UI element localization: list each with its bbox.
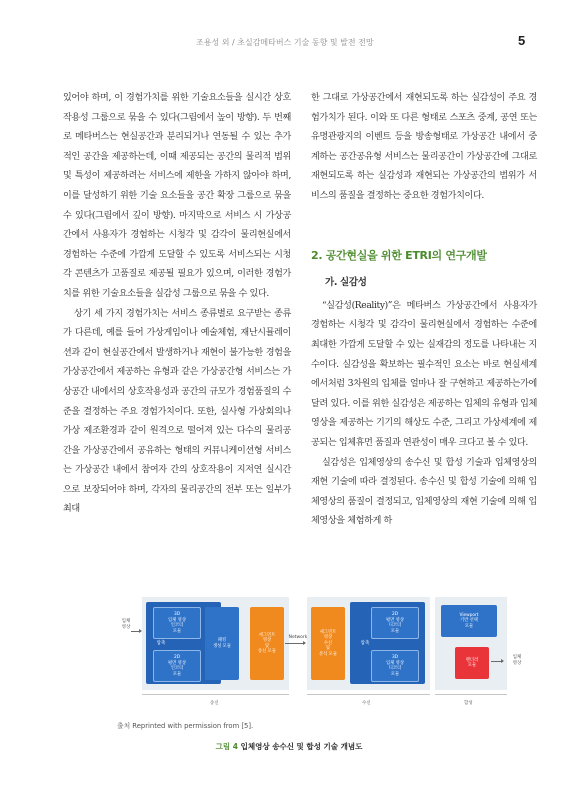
left-column — [63, 89, 291, 520]
input-label: 입체 영상 — [121, 619, 131, 630]
output-label: 입체 영상 — [512, 655, 522, 666]
figure-diagram — [117, 597, 529, 709]
encoder-3d-box: 3D 입체 영상 인코더 모듈 — [153, 607, 201, 639]
figure-number: 그림 4 — [215, 742, 238, 751]
figure-caption-text: 입체영상 송수신 및 합성 기술 개념도 — [240, 742, 363, 751]
arrow — [491, 661, 503, 662]
network-label: Network — [288, 635, 308, 640]
decoder-3d-box: 3D 입체 영상 디코더 모듈 — [371, 650, 419, 682]
figure-source: 출처 Reprinted with permission from [5]. — [117, 722, 254, 730]
section-title: 2. 공간현실을 위한 ETRI의 연구개발 — [311, 248, 487, 262]
running-title: 조용성 외 / 초실감메타버스 기술 동향 및 발전 전망 — [196, 38, 374, 47]
packing-box: 패킹 생성 모듈 — [205, 607, 239, 680]
compress-label: 압축 — [156, 641, 166, 646]
group-label-tx: 송신 — [210, 701, 219, 706]
body-paragraph: 실감성은 입체영상의 송수신 및 합성 기술과 입체영상의 재현 기술에 따라 결정된다. 송수신 및 합성 기술에 의해 입체영상의 품질이 결정되고, 입체영상의 재현 기술에 의해 입체영상을 체험하게 하 — [311, 457, 537, 527]
viewport-box: Viewport 기반 선택 모듈 — [441, 605, 497, 637]
segment-tx-box: 세그먼트 영상 및 송신 모듈 — [250, 607, 284, 680]
group-line-tx — [142, 694, 289, 695]
group-label-rx: 수신 — [362, 701, 371, 706]
segment-rx-box: 세그먼트 영상 수신 및 분석 모듈 — [311, 607, 345, 680]
arrow — [285, 643, 305, 644]
arrow — [131, 631, 141, 632]
figure-caption — [0, 741, 578, 752]
body-paragraph: 상기 세 가지 경험가치는 서비스 종류별로 요구받는 종류가 다른데, 예를 들어 가상게임이나 예술체험, 재난시뮬레이션과 같이 현실공간에서 발생하거나 재현이 불가능한 경험을 가상공간에서 제공하는 유형과 같은 가상공간형 서비스는 가상공간 내에서의 상호작용성과 공간의 규모가 경험품질의 수준을 결정하는 주요 경험가치이다. 또한, 실사형 가상회의나 가상 제조환경과 같이 원격으로 떨어져 있는 다수의 물리공간을 가상공간에서 공유하는 형태의 커뮤니케이션형 서비스는 가상공간 내에서 참여자 간의 상호작용이 지저연 실시간으로 보장되어야 하며, 각자의 물리공간의 전부 또는 일부가 최대 — [63, 308, 291, 515]
renderer-box: 렌더러 모듈 — [455, 647, 489, 679]
subsection-title: 가. 실감성 — [325, 277, 367, 289]
page-number: 5 — [518, 33, 526, 48]
decoder-2d-box: 2D 평면 영상 디코더 모듈 — [371, 607, 419, 639]
body-paragraph: 있어야 하며, 이 경험가치를 위한 기술요소들을 실시간 상호작용성 그룹으로 묶을 수 있다(그림에서 높이 방향). 두 번째로 메타버스는 현실공간과 분리되거나 연동될 수 있는 추가적인 공간을 제공하는데, 이때 제공되는 공간의 물리적 범위 및 특성이 제공하려는 서비스에 제한을 가하지 않아야 하며, 이를 달성하기 위한 기술 요소들을 공간 확장 그룹으로 묶을 수 있다(그림에서 깊이 방향). 마지막으로 서비스 시 가상공간에서 사용자가 경험하는 시청각 및 감각이 물리현실에서 경험하는 수준에 가깝게 도달할 수 있도록 서비스되는 시청각 콘텐츠가 고품질로 제공될 필요가 있으며, 이러한 경험가치를 위한 기술요소들을 실감성 그룹으로 묶을 수 있다. — [63, 93, 291, 299]
right-column — [311, 89, 537, 532]
group-label-syn: 합성 — [464, 701, 473, 706]
group-line-rx — [307, 694, 430, 695]
body-paragraph: 한 그대로 가상공간에서 재현되도록 하는 실감성이 주요 경험가치가 된다. 이와 또 다른 형태로 스포츠 중계, 공연 또는 유명관광지의 이벤트 등을 방송형태로 가상공간 내에서 중계하는 공간공유형 서비스는 물리공간이 가상공간에 그대로 재현되도록 하는 실감성과 재현되는 가상공간의 범위가 서비스의 품질을 결정하는 중요한 경험가치이다. — [311, 93, 537, 201]
group-line-syn — [435, 694, 507, 695]
encoder-2d-box: 2D 평면 영상 인코더 모듈 — [153, 650, 201, 682]
body-paragraph: “실감성(Reality)”은 메타버스 가상공간에서 사용자가 경험하는 시청각 및 감각이 물리현실에서 경험하는 수준에 최대한 가깝게 도달할 수 있는 실재감의 정도를 나타내는 지수이다. 실감성을 확보하는 필수적인 요소는 바로 현실세계에서처럼 3차원의 입체를 얼마나 잘 구현하고 제공하는가에 달려 있다. 이를 위한 실감성은 제공하는 입체의 유형과 입체영상을 제공하는 기기의 해상도 수준, 그리고 가상세계에 제공되는 입체휴먼 품질과 연관성이 매우 크다고 볼 수 있다. — [311, 300, 537, 448]
decompress-label: 압축 — [360, 641, 370, 646]
